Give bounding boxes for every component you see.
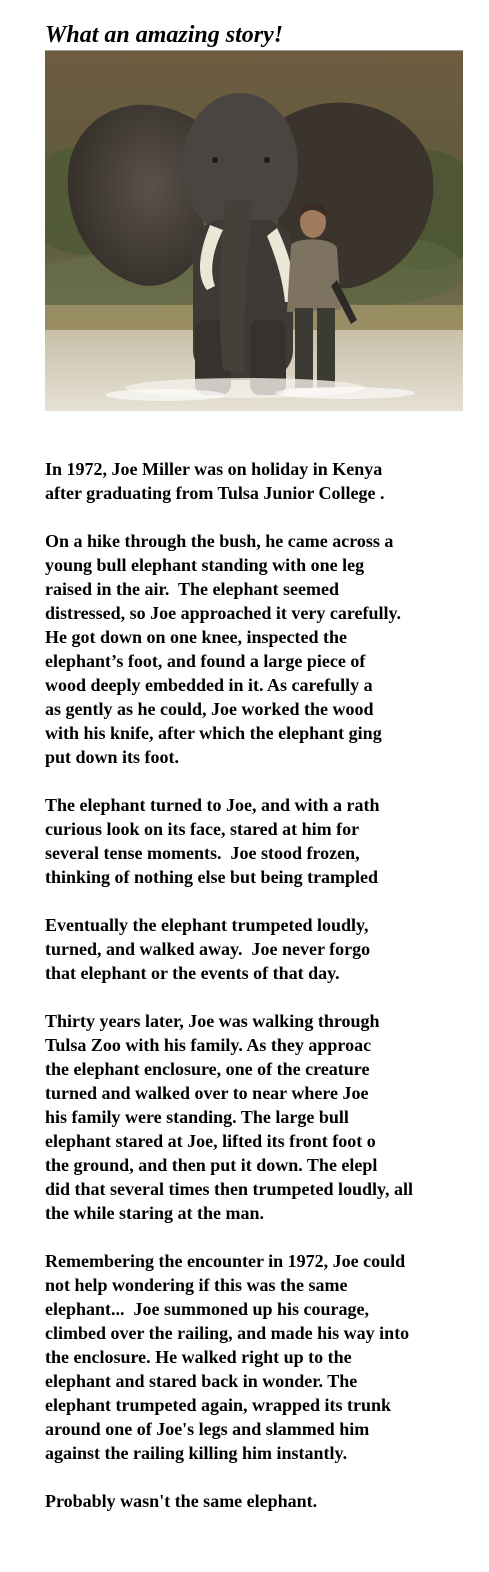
story-text [45, 457, 463, 1513]
story-paragraph-5: Thirty years later, Joe was walking through Tulsa Zoo with his family. As they approac the elephant enclosure, one of the creature turned and walked over to near where Joe his family were standing. The large bull elephant stared at Joe, lifted its front foot o the ground, and then put it down. The elepl did that several times then trumpeted loudly, all the while staring at the man. [45, 1011, 413, 1223]
story-paragraph-7: Probably wasn't the same elephant. [45, 1491, 318, 1511]
story-paragraph-2: On a hike through the bush, he came across a young bull elephant standing with one leg raised in the air. The elephant seemed distressed, so Joe approached it very carefully. He got down on one knee, inspected the elephant’s foot, and found a large piece of wood deeply embedded in it. As carefully a as gently as he could, Joe worked the wood with his knife, after which the elephant ging put down its foot. [45, 531, 401, 767]
story-paragraph-3: The elephant turned to Joe, and with a rath curious look on its face, stared at him for several tense moments. Joe stood frozen, thinking of nothing else but being trampled [45, 795, 380, 887]
story-paragraph-4: Eventually the elephant trumpeted loudly, turned, and walked away. Joe never forgo that elephant or the events of that day. [45, 915, 371, 983]
page-title: What an amazing story! [45, 22, 284, 48]
story-paragraph-1: In 1972, Joe Miller was on holiday in Kenya after graduating from Tulsa Junior College . [45, 459, 385, 503]
story-paragraph-6: Remembering the encounter in 1972, Joe could not help wondering if this was the same elephant... Joe summoned up his courage, climbed over the railing, and made his way into the enclosure. He walked right up to the elephant and stared back in wonder. The elephant trumpeted again, wrapped its trunk around one of Joe's legs and slammed him against the railing killing him instantly. [45, 1251, 410, 1463]
elephant-photo-illustration [45, 50, 463, 411]
elephant-photo [45, 50, 463, 411]
